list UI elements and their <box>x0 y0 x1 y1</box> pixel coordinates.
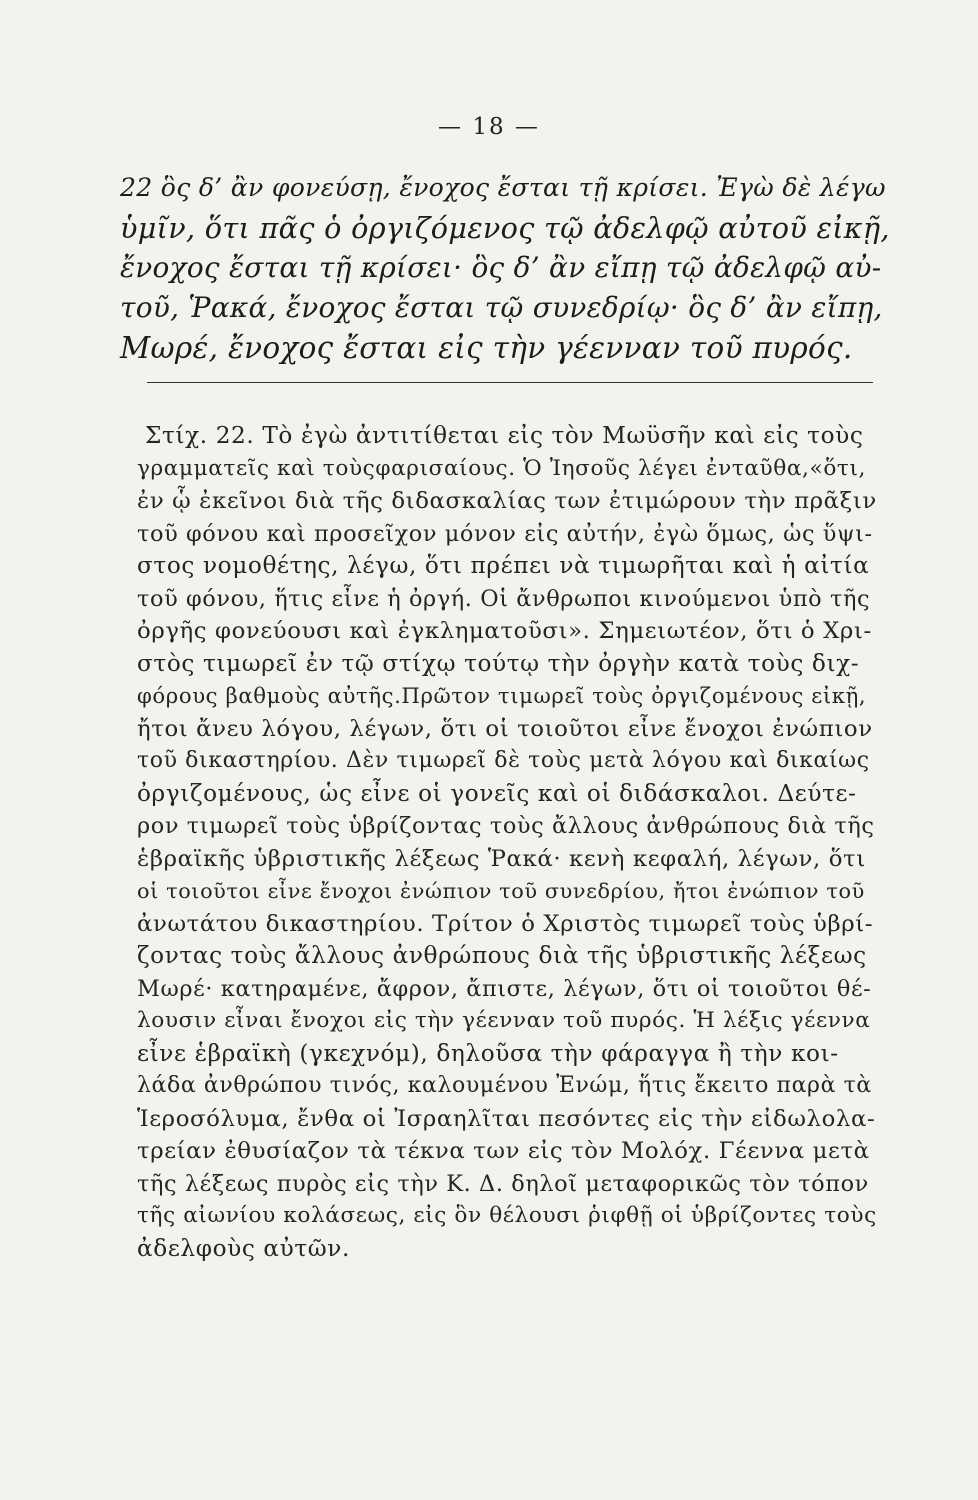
commentary-line: τοῦ φόνου, ἥτις εἶνε ἡ ὀργή. Οἱ ἄνθρωποι κινούμενοι ὑπὸ τῆς <box>137 585 871 612</box>
commentary-line: τῆς αἰωνίου κολάσεως, εἰς ὃν θέλουσι ῥιφθῇ οἱ ὑβρίζοντες τοὺς <box>137 1203 877 1228</box>
commentary-line: οἱ τοιοῦτοι εἶνε ἔνοχοι ἐνώπιον τοῦ συνεδρίου, ἤτοι ἐνώπιον τοῦ <box>137 879 865 903</box>
commentary-line: Στίχ. 22. Τὸ ἐγὼ ἀντιτίθεται εἰς τὸν Μωϋσῆν καὶ εἰς τοὺς <box>145 422 864 449</box>
verse-line: Μωρέ, ἔνοχος ἔσται εἰς τὴν γέενναν τοῦ πυρός. <box>120 331 853 365</box>
verse-line: ὑμῖν, ὅτι πᾶς ὁ ὀργιζόμενος τῷ ἀδελφῷ αὐτοῦ εἰκῇ, <box>120 211 890 245</box>
commentary-text <box>137 420 877 1265</box>
commentary-line: εἶνε ἑβραϊκὴ (γκεχνόμ), δηλοῦσα τὴν φάραγγα ἢ τὴν κοι- <box>137 1039 839 1067</box>
commentary-line: ρον τιμωρεῖ τοὺς ὑβρίζοντας τοὺς ἄλλους ἀνθρώπους διὰ τῆς <box>137 813 875 839</box>
commentary-line: λουσιν εἶναι ἔνοχοι εἰς τὴν γέενναν τοῦ πυρός. Ἡ λέξις γέεννα <box>137 1008 871 1033</box>
section-divider <box>147 382 873 383</box>
commentary-line: τοῦ δικαστηρίου. Δὲν τιμωρεῖ δὲ τοὺς μετὰ λόγου καὶ δικαίως <box>137 748 870 773</box>
verse-line: ἔνοχος ἔσται τῇ κρίσει· ὃς δ’ ἂν εἴπῃ τῷ ἀδελφῷ αὐ- <box>120 251 882 284</box>
commentary-line: τοῦ φόνου καὶ προσεῖχον μόνον εἰς αὐτήν, ἐγὼ ὅμως, ὡς ὕψι- <box>137 520 873 547</box>
commentary-line: τρείαν ἐθυσίαζον τὰ τέκνα των εἰς τὸν Μολόχ. Γέεννα μετὰ <box>137 1138 870 1164</box>
page-number: — 18 — <box>438 114 540 140</box>
commentary-line: ἑβραϊκῆς ὑβριστικῆς λέξεως Ῥακά· κενὴ κεφαλή, λέγων, ὅτι <box>137 845 866 872</box>
commentary-line: ζοντας τοὺς ἄλλους ἀνθρώπους διὰ τῆς ὑβριστικῆς λέξεως <box>137 942 867 969</box>
commentary-line: λάδα ἀνθρώπου τινός, καλουμένου Ἐνώμ, ἥτις ἔκειτο παρὰ τὰ <box>137 1073 872 1098</box>
commentary-line: ἐν ᾧ ἐκεῖνοι διὰ τῆς διδασκαλίας των ἐτιμώρουν τὴν πρᾶξιν <box>137 488 877 514</box>
verse-text <box>120 168 890 368</box>
commentary-line: ὀργῆς φονεύουσι καὶ ἐγκληματοῦσι». Σημειωτέον, ὅτι ὁ Χρι- <box>137 618 872 644</box>
commentary-line: ἀδελφοὺς αὐτῶν. <box>137 1234 350 1262</box>
verse-line: τοῦ, Ῥακά, ἔνοχος ἔσται τῷ συνεδρίῳ· ὃς δ’ ἂν εἴπῃ, <box>120 291 883 324</box>
commentary-line: ὀργιζομένους, ὡς εἶνε οἱ γονεῖς καὶ οἱ διδάσκαλοι. Δεύτε- <box>137 779 857 807</box>
commentary-line: ἤτοι ἄνευ λόγου, λέγων, ὅτι οἱ τοιοῦτοι εἶνε ἔνοχοι ἐνώπιον <box>137 715 873 742</box>
commentary-line: Μωρέ· κατηραμένε, ἄφρον, ἄπιστε, λέγων, ὅτι οἱ τοιοῦτοι θέ- <box>137 975 872 1002</box>
verse-line: 22 ὃς δ’ ἂν φονεύσῃ, ἔνοχος ἔσται τῇ κρίσει. Ἐγὼ δὲ λέγω <box>120 173 886 202</box>
commentary-line: στος νομοθέτης, λέγω, ὅτι πρέπει νὰ τιμωρῆται καὶ ἡ αἰτία <box>137 552 870 579</box>
commentary-line: γραμματεῖς καὶ τοὺςφαρισαίους. Ὁ Ἰησοῦς λέγει ἐνταῦθα,«ὅτι, <box>137 455 867 481</box>
commentary-line: στὸς τιμωρεῖ ἐν τῷ στίχῳ τούτῳ τὴν ὀργὴν κατὰ τοὺς διχ- <box>137 649 860 677</box>
commentary-line: τῆς λέξεως πυρὸς εἰς τὴν Κ. Δ. δηλοῖ μεταφορικῶς τὸν τόπον <box>137 1170 869 1197</box>
commentary-line: ἀνωτάτου δικαστηρίου. Τρίτον ὁ Χριστὸς τιμωρεῖ τοὺς ὑβρί- <box>137 910 874 937</box>
commentary-line: φόρους βαθμοὺς αὐτῆς.Πρῶτον τιμωρεῖ τοὺς ὀργιζομένους εἰκῇ, <box>137 683 867 708</box>
commentary-line: Ἱεροσόλυμα, ἔνθα οἱ Ἰσραηλῖται πεσόντες εἰς τὴν εἰδωλολα- <box>137 1105 876 1132</box>
